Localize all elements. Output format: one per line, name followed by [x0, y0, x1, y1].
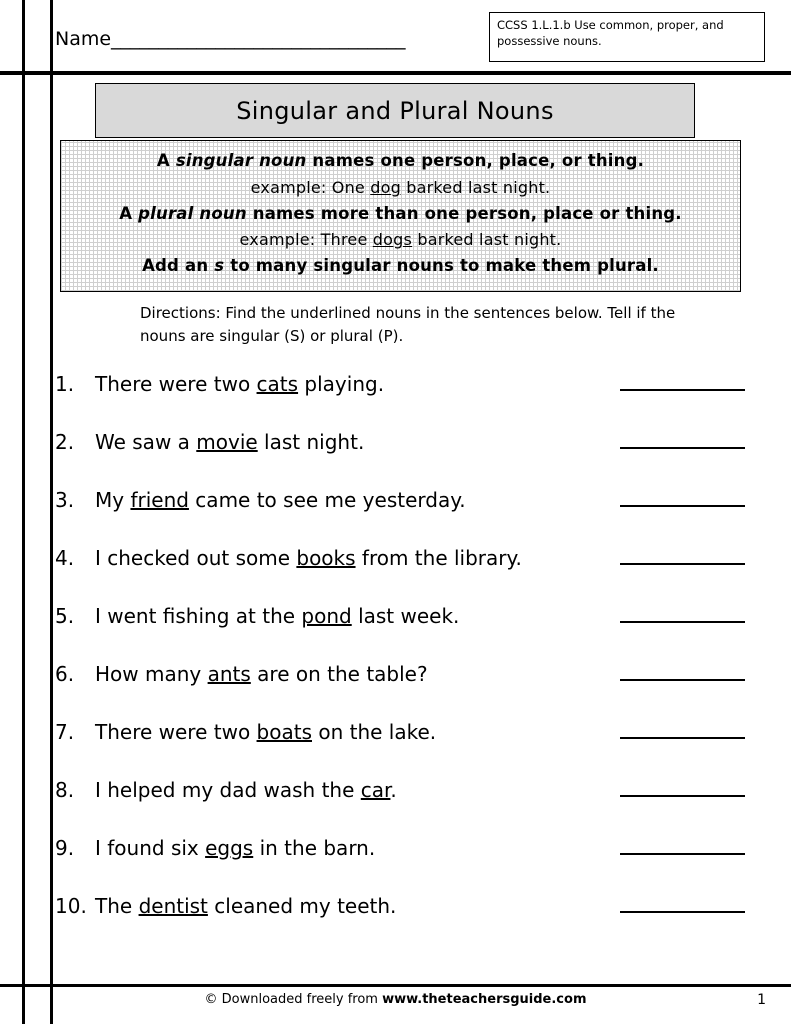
- answer-blank[interactable]: [620, 911, 745, 913]
- question-sentence: [95, 488, 466, 512]
- question-row: [55, 604, 745, 662]
- rule-1-prefix: A: [156, 151, 176, 170]
- sentence-prefix: We saw a: [95, 430, 197, 454]
- question-number: 1.: [55, 372, 75, 396]
- question-row: [55, 778, 745, 836]
- sentence-suffix: are on the table?: [250, 662, 428, 686]
- credit-prefix: © Downloaded freely from: [204, 992, 383, 1007]
- question-sentence: [95, 430, 364, 454]
- answer-blank[interactable]: [620, 853, 745, 855]
- rule-2-prefix: example: One: [250, 177, 371, 197]
- rule-2-noun: dog: [370, 177, 401, 197]
- question-sentence: [95, 546, 522, 570]
- underlined-noun: books: [296, 546, 356, 570]
- rule-1-term: singular noun: [175, 151, 307, 170]
- underlined-noun: car: [360, 778, 391, 802]
- name-line: Name_______________________________: [55, 28, 406, 50]
- question-number: 10.: [55, 894, 87, 918]
- question-row: [55, 836, 745, 894]
- rule-line-3: [61, 201, 740, 228]
- sentence-suffix: last week.: [351, 604, 460, 628]
- underlined-noun: pond: [301, 604, 352, 628]
- question-number: 7.: [55, 720, 75, 744]
- rule-line-1: [61, 148, 740, 175]
- question-sentence: [95, 372, 384, 396]
- rules-info-box: [60, 140, 741, 292]
- credit-site[interactable]: www.theteachersguide.com: [382, 992, 587, 1007]
- question-number: 5.: [55, 604, 75, 628]
- sentence-suffix: playing.: [298, 372, 385, 396]
- footer-credit: [0, 992, 791, 1007]
- rule-2-suffix: barked last night.: [400, 177, 551, 197]
- sentence-prefix: I helped my dad wash the: [95, 778, 361, 802]
- question-sentence: [95, 604, 459, 628]
- sentence-prefix: The: [95, 894, 139, 918]
- ccss-line-2: possessive nouns.: [497, 33, 602, 48]
- sentence-prefix: There were two: [95, 372, 257, 396]
- question-sentence: [95, 894, 396, 918]
- question-number: 6.: [55, 662, 75, 686]
- rule-4-prefix: example: Three: [239, 230, 373, 250]
- rule-line-2: [61, 175, 740, 201]
- answer-blank[interactable]: [620, 795, 745, 797]
- question-number: 4.: [55, 546, 75, 570]
- rule-4-suffix: barked last night.: [412, 230, 562, 250]
- sentence-suffix: came to see me yesterday.: [188, 488, 466, 512]
- rule-3-term: plural noun: [138, 203, 247, 223]
- question-row: [55, 720, 745, 778]
- sentence-prefix: How many: [95, 662, 208, 686]
- answer-blank[interactable]: [620, 505, 745, 507]
- question-list: [55, 372, 745, 952]
- rule-5-term: s: [214, 256, 225, 276]
- left-margin-rule-outer: [22, 0, 25, 1024]
- answer-blank[interactable]: [620, 389, 745, 391]
- answer-blank[interactable]: [620, 621, 745, 623]
- rule-4-noun: dogs: [372, 230, 413, 250]
- sentence-prefix: My: [95, 488, 131, 512]
- underlined-noun: dentist: [138, 894, 208, 918]
- worksheet-title-banner: [95, 83, 695, 138]
- footer-divider: [0, 984, 791, 987]
- ccss-standard-box: [489, 12, 765, 62]
- left-margin-rule-inner: [50, 0, 53, 1024]
- question-number: 2.: [55, 430, 75, 454]
- sentence-prefix: I checked out some: [95, 546, 297, 570]
- answer-blank[interactable]: [620, 447, 745, 449]
- rule-line-5: [61, 253, 740, 280]
- page-title: Singular and Plural Nouns: [236, 96, 554, 125]
- question-sentence: [95, 720, 436, 744]
- sentence-suffix: on the lake.: [312, 720, 437, 744]
- question-number: 8.: [55, 778, 75, 802]
- rule-3-suffix: names more than one person, place or thing.: [246, 203, 682, 223]
- rule-5-suffix: to many singular nouns to make them plural.: [224, 256, 659, 276]
- answer-blank[interactable]: [620, 563, 745, 565]
- question-row: [55, 662, 745, 720]
- underlined-noun: ants: [207, 662, 251, 686]
- question-number: 9.: [55, 836, 75, 860]
- header-divider: [0, 71, 791, 75]
- sentence-suffix: cleaned my teeth.: [207, 894, 397, 918]
- sentence-suffix: .: [390, 778, 397, 802]
- sentence-prefix: I went fishing at the: [95, 604, 302, 628]
- question-row: [55, 372, 745, 430]
- page-number: 1: [757, 992, 766, 1008]
- question-sentence: [95, 662, 428, 686]
- question-row: [55, 546, 745, 604]
- ccss-line-1: CCSS 1.L.1.b Use common, proper, and: [497, 18, 724, 32]
- answer-blank[interactable]: [620, 737, 745, 739]
- rule-1-suffix: names one person, place, or thing.: [306, 151, 645, 170]
- answer-blank[interactable]: [620, 679, 745, 681]
- rule-line-4: [61, 227, 740, 253]
- sentence-suffix: in the barn.: [253, 836, 376, 860]
- question-row: [55, 488, 745, 546]
- sentence-suffix: from the library.: [355, 546, 522, 570]
- sentence-prefix: There were two: [95, 720, 257, 744]
- underlined-noun: movie: [196, 430, 258, 454]
- sentence-prefix: I found six: [95, 836, 206, 860]
- question-row: [55, 430, 745, 488]
- rule-5-prefix: Add an: [142, 256, 215, 276]
- question-row: [55, 894, 745, 952]
- underlined-noun: eggs: [205, 836, 254, 860]
- sentence-suffix: last night.: [257, 430, 365, 454]
- question-number: 3.: [55, 488, 75, 512]
- underlined-noun: boats: [256, 720, 312, 744]
- rule-3-prefix: A: [119, 203, 139, 223]
- question-sentence: [95, 836, 375, 860]
- underlined-noun: cats: [256, 372, 299, 396]
- directions-text: Directions: Find the underlined nouns in the sentences below. Tell if the nouns are singular (S) or plural (P).: [140, 304, 676, 345]
- question-sentence: [95, 778, 397, 802]
- underlined-noun: friend: [130, 488, 189, 512]
